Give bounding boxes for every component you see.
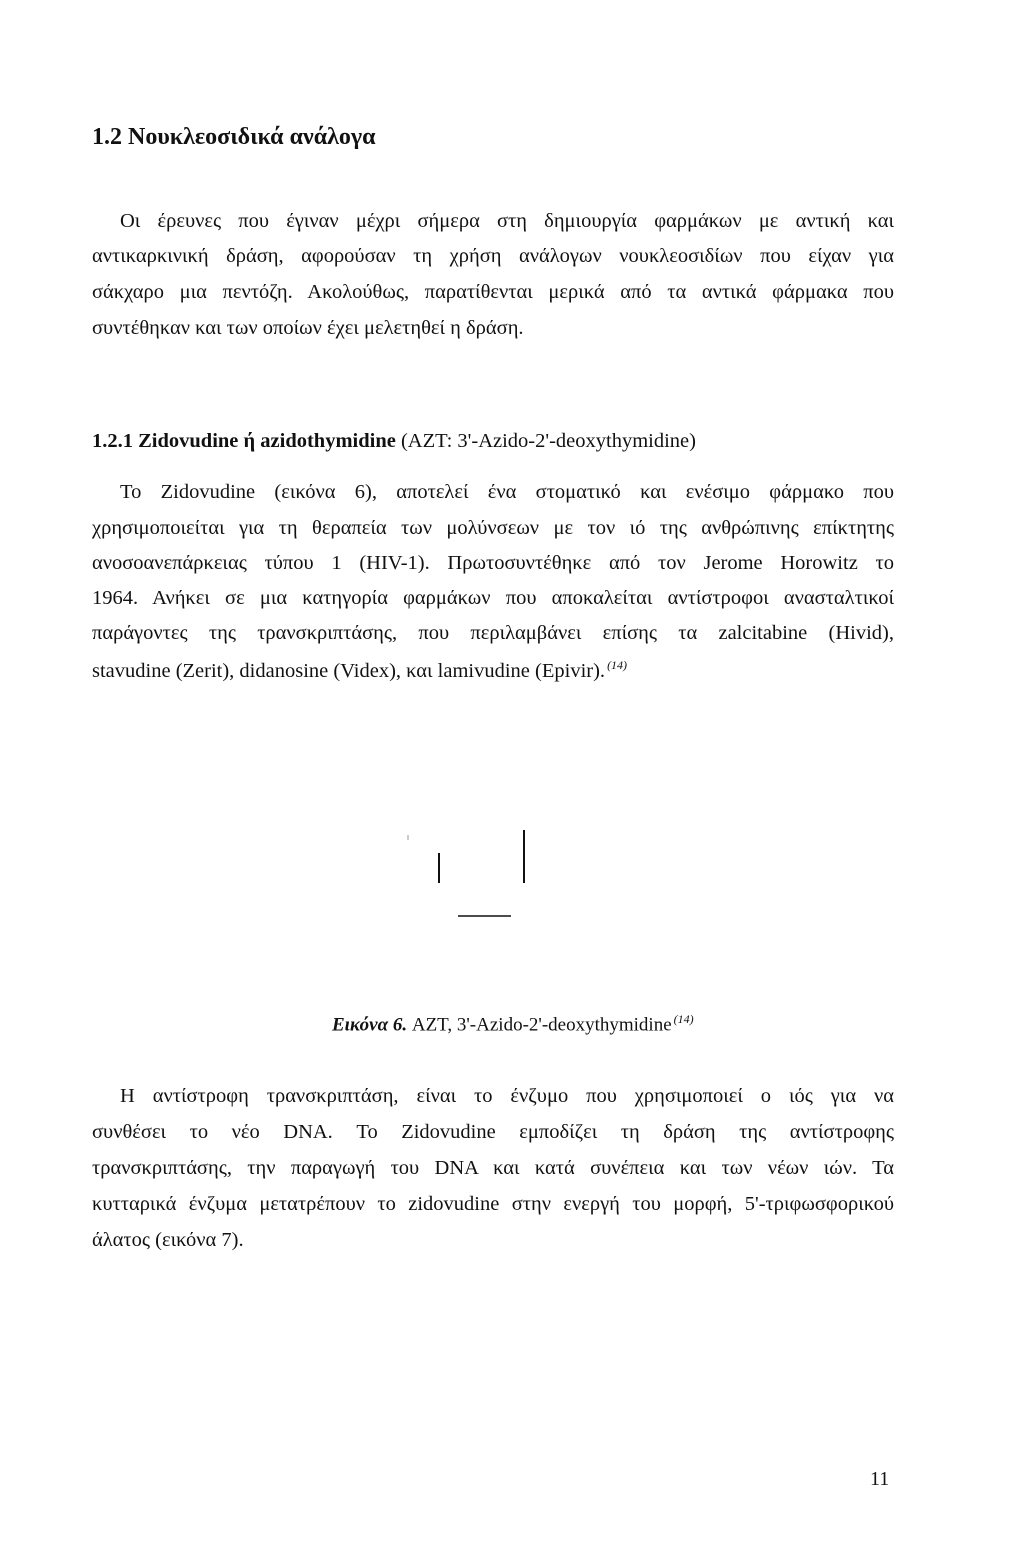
intro-line-1: Οι έρευνες που έγιναν μέχρι σήμερα στη δημιουργία φαρμάκων με αντική και [120, 210, 894, 232]
section-title: 1.2 Νουκλεοσιδικά ανάλογα [92, 124, 376, 150]
closing-line-3: τρανσκριπτάσης, την παραγωγή του DNA και κατά συνέπεια και των νέων ιών. Τα [92, 1157, 894, 1179]
subsection-title-bold: 1.2.1 Zidovudine ή azidothymidine [92, 430, 396, 452]
caption-label: Εικόνα 6. [332, 1014, 408, 1036]
para-line-4: 1964. Ανήκει σε μια κατηγορία φαρμάκων που αποκαλείται αντίστροφοι ανασταλτικοί [92, 587, 894, 609]
closing-line-2: συνθέσει το νέο DNA. Το Zidovudine εμποδίζει τη δράση της αντίστροφης [92, 1121, 894, 1143]
para-line-5: παράγοντες της τρανσκριπτάσης, που περιλαμβάνει επίσης τα zalcitabine (Hivid), [92, 622, 894, 644]
figure-caption [332, 1012, 694, 1036]
para-line-3: ανοσοανεπάρκειας τύπου 1 (HIV-1). Πρωτοσυντέθηκε από τον Jerome Horowitz το [92, 552, 894, 574]
para-line-6 [92, 659, 627, 681]
closing-line-1: Η αντίστροφη τρανσκριπτάση, είναι το ένζυμο που χρησιμοποιεί ο ιός για να [120, 1085, 894, 1107]
caption-text: AZT, 3'-Azido-2'-deoxythymidine [407, 1014, 672, 1036]
page-number: 11 [870, 1468, 890, 1490]
subsection-title [92, 430, 696, 453]
para-line-2: χρησιμοποιείται για τη θεραπεία των μολύνσεων με τον ιό της ανθρώπινης επίκτητης [92, 517, 894, 539]
para-reference: (14) [607, 658, 628, 672]
intro-line-2: αντικαρκινική δράση, αφορούσαν τη χρήση ανάλογων νουκλεοσιδίων που είχαν για [92, 245, 894, 267]
structure-image [390, 820, 570, 930]
intro-line-4: συντέθηκαν και των οποίων έχει μελετηθεί η δράση. [92, 317, 524, 339]
intro-line-3: σάκχαρο μια πεντόζη. Ακολούθως, παρατίθενται μερικά από τα αντικά φάρμακα που [92, 281, 894, 303]
para-line-6-text: stavudine (Zerit), didanosine (Videx), και lamivudine (Epivir). [92, 659, 606, 682]
para-line-1: Το Zidovudine (εικόνα 6), αποτελεί ένα στοματικό και ενέσιμο φάρμακο που [120, 481, 894, 503]
subsection-title-rest: (AZT: 3'-Azido-2'-deoxythymidine) [395, 430, 696, 452]
azt-structure-figure [390, 820, 570, 930]
closing-line-5: άλατος (εικόνα 7). [92, 1229, 244, 1251]
closing-line-4: κυτταρικά ένζυμα μετατρέπουν το zidovudine στην ενεργή του μορφή, 5'-τριφωσφορικού [92, 1193, 894, 1215]
caption-reference: (14) [673, 1012, 694, 1026]
